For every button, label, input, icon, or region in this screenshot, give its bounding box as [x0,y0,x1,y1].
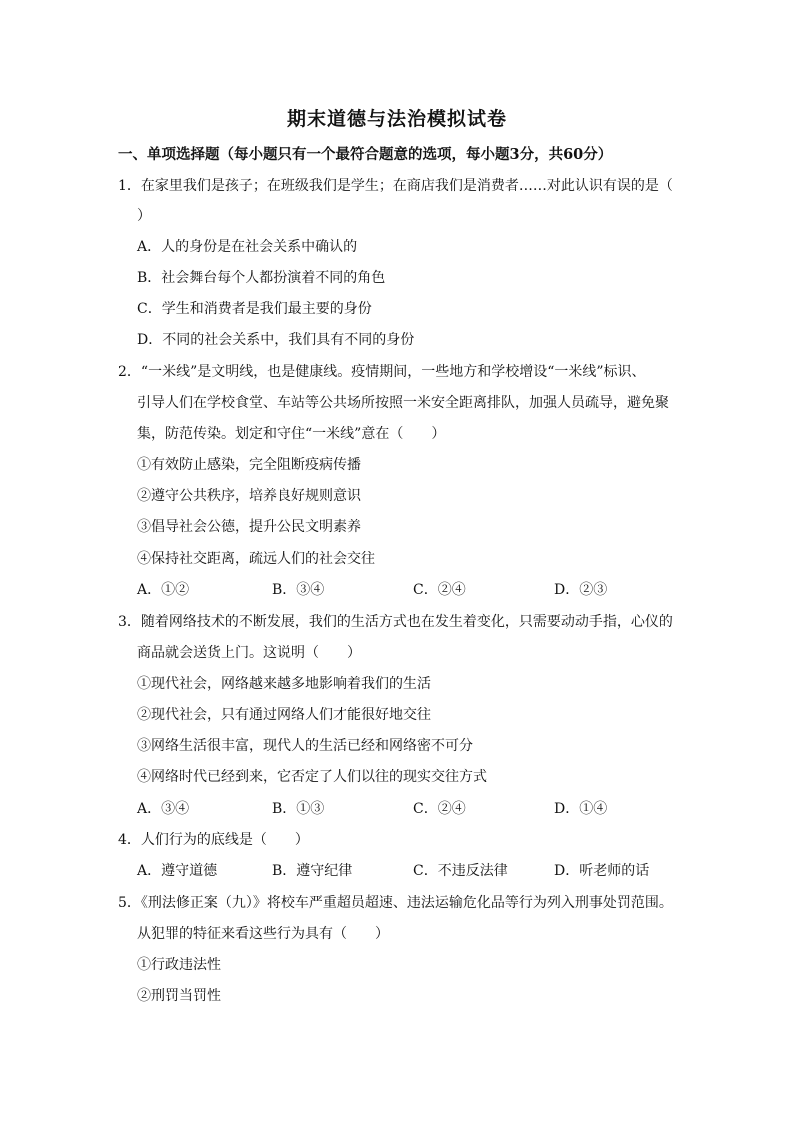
question-1-option-d: D．不同的社会关系中，我们具有不同的身份 [137,332,415,348]
question-3-statement-1: ①现代社会，网络越来越多地影响着我们的生活 [137,676,431,692]
question-2-stem: 2．“一米线”是文明线，也是健康线。疫情期间，一些地方和学校增设“一米线”标识、 [118,364,646,380]
question-3-stem-cont: 商品就会送货上门。这说明（ ） [137,645,361,661]
question-4-option-b: B．遵守纪律 [272,863,353,879]
question-2-statement-4: ④保持社交距离，疏远人们的社会交往 [137,551,375,567]
question-4-stem: 4．人们行为的底线是（ ） [118,832,309,848]
question-3-statement-2: ②现代社会，只有通过网络人们才能很好地交往 [137,707,431,723]
question-1-option-b: B．社会舞台每个人都扮演着不同的角色 [137,270,386,286]
question-3-option-a: A．③④ [137,801,190,817]
page-title: 期末道德与法治模拟试卷 [286,108,507,130]
question-2-option-a: A．①② [137,582,190,598]
question-2-options [137,580,697,600]
question-3-options [137,799,697,819]
question-1-stem: 1．在家里我们是孩子；在班级我们是学生；在商店我们是消费者……对此认识有误的是（ [118,178,673,194]
question-4-options [137,861,697,881]
question-2-statement-2: ②遵守公共秩序，培养良好规则意识 [137,488,361,504]
question-3-statement-3: ③网络生活很丰富，现代人的生活已经和网络密不可分 [137,738,473,754]
question-3-option-b: B．①③ [272,801,325,817]
question-2-option-b: B．③④ [272,582,325,598]
question-2-option-d: D．②③ [554,582,608,598]
question-5-statement-2: ②刑罚当罚性 [137,988,221,1004]
question-2-statement-3: ③倡导社会公德，提升公民文明素养 [137,519,361,535]
question-1-option-c: C．学生和消费者是我们最主要的身份 [137,301,372,317]
section-heading: 一、单项选择题（每小题只有一个最符合题意的选项，每小题3分，共60分） [118,146,613,163]
question-2-stem-cont-2: 集，防范传染。划定和守住“一米线”意在（ ） [137,426,446,442]
question-3-option-d: D．①④ [554,801,608,817]
question-4-option-c: C．不违反法律 [413,863,508,879]
question-2-statement-1: ①有效防止感染，完全阻断疫病传播 [137,457,361,473]
question-2-option-c: C．②④ [413,582,466,598]
question-2-stem-cont-1: 引导人们在学校食堂、车站等公共场所按照一米安全距离排队，加强人员疏导，避免聚 [137,395,669,411]
question-1-stem-cont: ） [137,208,151,224]
question-4-option-d: D．听老师的话 [554,863,650,879]
question-4-option-a: A．遵守道德 [137,863,218,879]
question-5-stem: 5．《刑法修正案（九）》将校车严重超员超速、违法运输危化品等行为列入刑事处罚范围。 [118,895,673,911]
question-3-stem: 3．随着网络技术的不断发展，我们的生活方式也在发生着变化，只需要动动手指，心仪的 [118,614,673,630]
question-5-stem-cont: 从犯罪的特征来看这些行为具有（ ） [137,926,389,942]
question-5-statement-1: ①行政违法性 [137,957,221,973]
question-1-option-a: A．人的身份是在社会关系中确认的 [137,239,358,255]
question-3-option-c: C．②④ [413,801,466,817]
question-3-statement-4: ④网络时代已经到来，它否定了人们以往的现实交往方式 [137,769,487,785]
